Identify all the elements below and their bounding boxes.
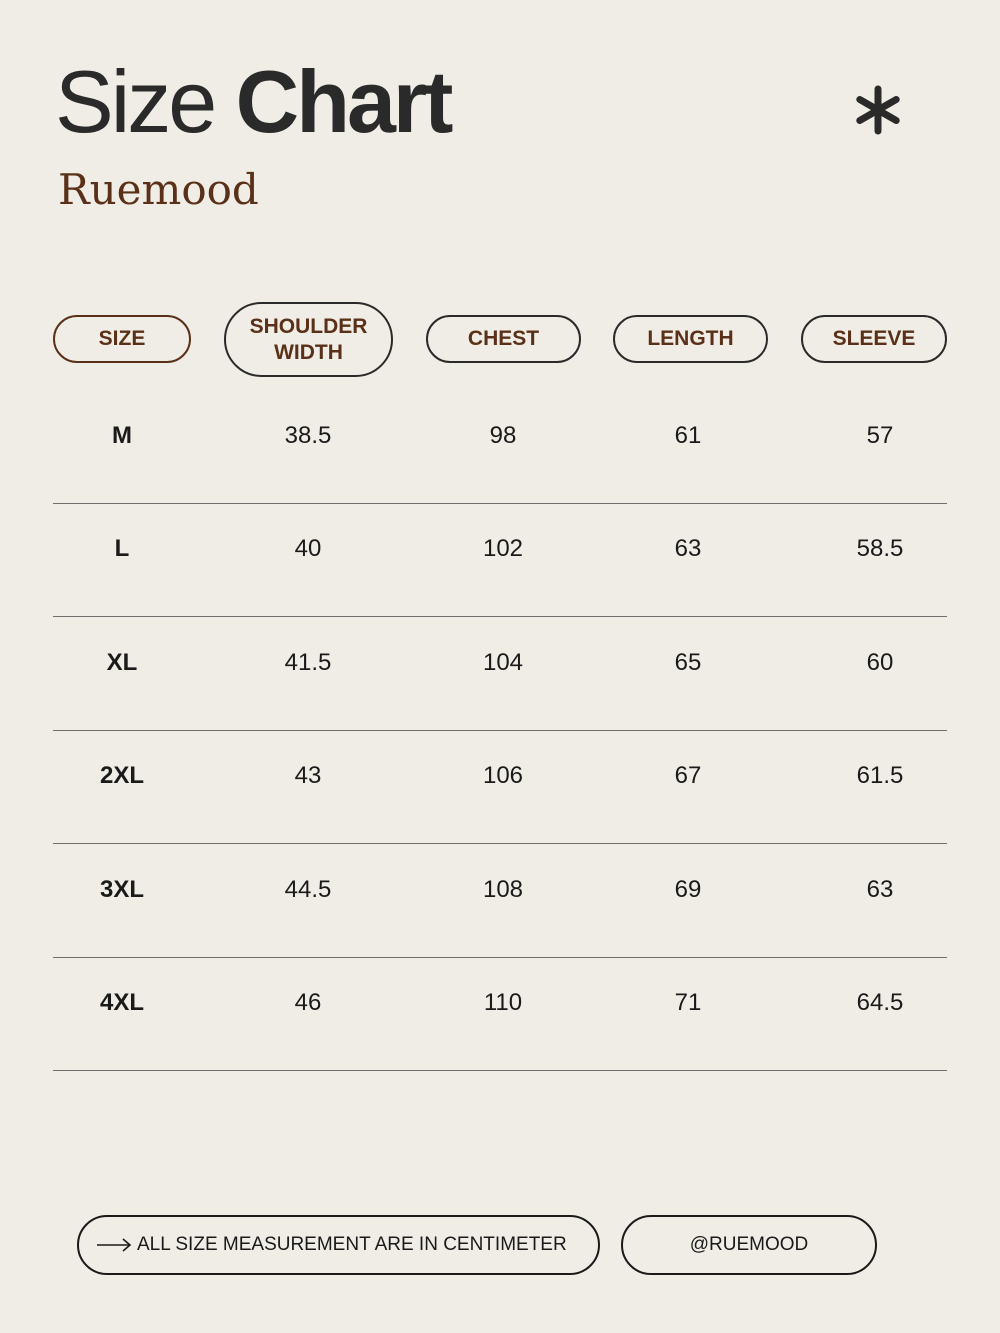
cell-sleeve: 57 bbox=[866, 422, 894, 449]
table-row bbox=[53, 845, 947, 958]
cell-length: 69 bbox=[674, 876, 702, 903]
cell-length: 67 bbox=[674, 762, 702, 789]
cell-size: 3XL bbox=[99, 876, 144, 903]
header-shoulder-line1: SHOULDER bbox=[249, 314, 368, 338]
social-handle bbox=[621, 1215, 877, 1275]
cell-length: 63 bbox=[674, 535, 702, 562]
cell-sleeve: 61.5 bbox=[856, 762, 904, 789]
measurement-note bbox=[77, 1215, 600, 1275]
social-handle-text: @RUEMOOD bbox=[689, 1234, 809, 1255]
header-shoulder-width bbox=[224, 302, 393, 377]
table-row bbox=[53, 618, 947, 731]
arrow-right-icon bbox=[97, 1238, 133, 1252]
cell-shoulder: 43 bbox=[294, 762, 322, 789]
cell-chest: 108 bbox=[482, 876, 524, 903]
cell-length: 71 bbox=[674, 989, 702, 1016]
title-light: Size bbox=[55, 52, 215, 151]
header-size: SIZE bbox=[53, 315, 191, 363]
table-row bbox=[53, 391, 947, 504]
row-divider bbox=[53, 1070, 947, 1071]
cell-sleeve: 58.5 bbox=[856, 535, 904, 562]
header-length: LENGTH bbox=[613, 315, 768, 363]
asterisk-icon bbox=[848, 80, 908, 140]
brand-name: Ruemood bbox=[58, 165, 259, 214]
cell-shoulder: 46 bbox=[294, 989, 322, 1016]
cell-shoulder: 40 bbox=[294, 535, 322, 562]
cell-size: 2XL bbox=[99, 762, 144, 789]
row-divider bbox=[53, 616, 947, 617]
cell-chest: 110 bbox=[483, 989, 523, 1016]
cell-sleeve: 63 bbox=[866, 876, 894, 903]
cell-size: XL bbox=[106, 649, 138, 676]
cell-shoulder: 38.5 bbox=[284, 422, 332, 449]
measurement-note-text: ALL SIZE MEASUREMENT ARE IN CENTIMETER bbox=[137, 1234, 567, 1255]
header-shoulder-line2: WIDTH bbox=[274, 340, 343, 364]
cell-chest: 98 bbox=[489, 422, 517, 449]
cell-sleeve: 60 bbox=[866, 649, 894, 676]
cell-size: L bbox=[114, 535, 130, 562]
cell-chest: 106 bbox=[482, 762, 524, 789]
header-sleeve: SLEEVE bbox=[801, 315, 947, 363]
cell-shoulder: 44.5 bbox=[284, 876, 332, 903]
cell-length: 61 bbox=[674, 422, 702, 449]
cell-shoulder: 41.5 bbox=[284, 649, 332, 676]
table-row bbox=[53, 731, 947, 844]
row-divider bbox=[53, 843, 947, 844]
cell-size: M bbox=[112, 422, 132, 449]
cell-chest: 104 bbox=[482, 649, 524, 676]
title-bold: Chart bbox=[235, 52, 451, 151]
table-row bbox=[53, 958, 947, 1071]
cell-size: 4XL bbox=[99, 989, 144, 1016]
page-title bbox=[55, 52, 450, 152]
cell-chest: 102 bbox=[482, 535, 524, 562]
header-chest: CHEST bbox=[426, 315, 581, 363]
table-row bbox=[53, 504, 947, 617]
cell-length: 65 bbox=[674, 649, 702, 676]
cell-sleeve: 64.5 bbox=[856, 989, 904, 1016]
